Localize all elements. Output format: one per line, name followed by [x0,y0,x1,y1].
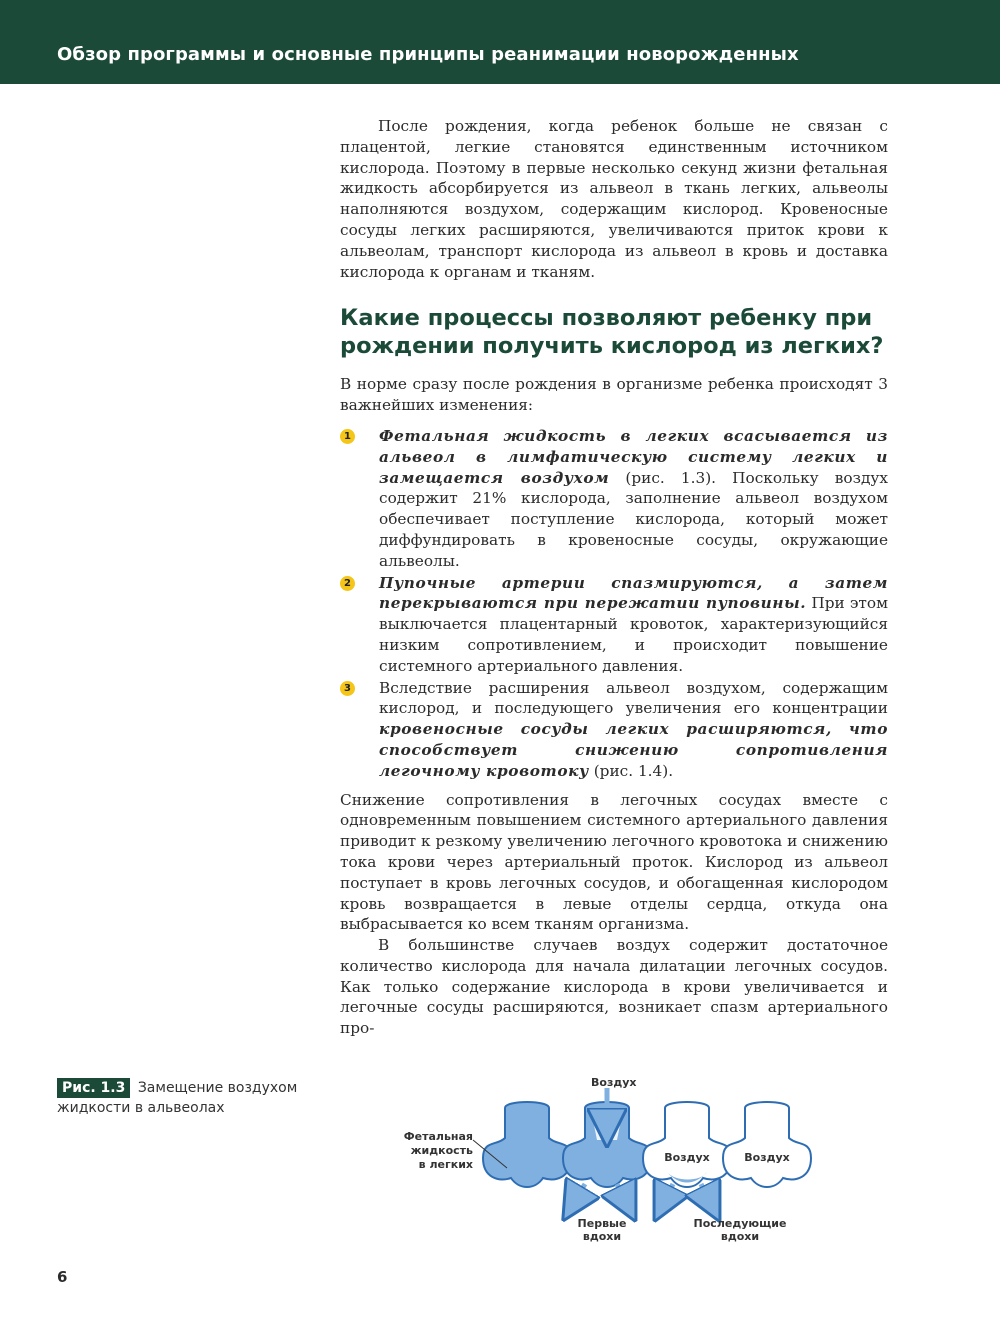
list-item [340,573,888,677]
number-badge: 1 [340,429,355,444]
section-heading: Какие процессы позволяют ребенку при рождении получить кислород из легких? [340,305,884,360]
arrow-down-right-icon [617,1184,627,1204]
air-inner-label: Воздух [744,1151,790,1164]
list-item [340,678,888,782]
page-number: 6 [57,1268,68,1286]
fluid-label-line3: в легких [418,1158,473,1171]
alveolus-fluid-filled [483,1102,571,1187]
number-badge: 3 [340,681,355,696]
fluid-label-line1: Фетальная [403,1130,473,1143]
figure-caption-text: Замещение воздухом жидкости в альвеолах [57,1080,298,1116]
number-badge: 2 [340,576,355,591]
main-text-column [340,116,888,1039]
intro-paragraph: После рождения, когда ребенок больше не связан с плацентой, легкие становятся единственным источником кислорода. Поэтому в первые несколько секунд жизни фетальная жидкость абсорбируется из альвеол в ткань легких, альвеолы наполняются воздухом, содержащим кислород. Кровеносные сосуды легких расширяются, увеличиваются приток крови к альвеолам, транспорт кислорода из альвеол в кровь и доставка кислорода к органам и тканям. [340,117,888,281]
header-band [0,0,1000,84]
list-item-emphasis: Фетальная жидкость в легких всасывается из альвеол в лимфатическую систему легких и замещается воздухом [379,426,888,487]
fluid-label-line2: жидкость [410,1144,473,1157]
alveolus-air-entering [563,1088,651,1187]
air-top-label: Воздух [591,1076,637,1089]
paragraph-after-list: Снижение сопротивления в легочных сосудах вместе с одновременным повышением системного артериального давления приводит к резкому увеличению легочного кровотока и снижению тока крови через артериальный проток. Кислород из альвеол поступает в кровь легочных сосудов, и обогащенная кислородом кровь возвращается в левые отделы сердца, откуда она выбрасывается ко всем тканям организма. [340,790,888,934]
list-item-emphasis: кровеносные сосуды легких расширяются, что способствует снижению сопротивления легочному кровотоку [379,720,888,780]
figure-caption [57,1078,317,1118]
air-inner-label: Воздух [664,1151,710,1164]
figure-label: Рис. 1.3 [57,1078,130,1098]
list-item-text: (рис. 1.3). Поскольку воздух содержит 21% кислорода, заполнение альвеол воздухом обеспечивает поступление кислорода, который может диффундировать в кровеносные сосуды, окружающие альвеолы. [379,468,888,570]
alveoli-figure [395,1070,835,1250]
alveolus-mostly-air [643,1102,731,1187]
list-item-emphasis: Пупочные артерии спазмируются, а затем перекрываются при пережатии пуповины. [379,573,888,613]
lead-paragraph: В норме сразу после рождения в организме ребенка происходят 3 важнейших изменения: [340,375,888,415]
numbered-list [340,426,888,782]
header-title: Обзор программы и основные принципы реанимации новорожденных [57,44,799,65]
arrow-down-right-icon [701,1184,711,1204]
subsequent-breaths-line1: Последующие [693,1217,787,1230]
first-breaths-line2: вдохи [582,1230,622,1243]
subsequent-breaths-line2: вдохи [720,1230,760,1243]
arrow-down-left-icon [573,1184,585,1204]
list-item-text: При этом выключается плацентарный кровоток, характеризующийся низким сопротивлением, и происходит повышение системного артериального давления. [379,594,888,675]
list-item-text-pre: Вследствие расширения альвеол воздухом, содержащим кислород, и последующего увеличения его концентрации [379,678,888,718]
first-breaths-line1: Первые [577,1217,627,1230]
list-item-text: (рис. 1.4). [588,761,674,780]
alveolus-all-air [723,1102,811,1187]
last-paragraph: В большинстве случаев воздух содержит достаточное количество кислорода для начала дилатации легочных сосудов. Как только содержание кислорода в крови увеличивается и легочные сосуды расширяются, возникает спазм артериального про- [340,936,888,1038]
arrow-down-left-icon [663,1184,673,1204]
list-item [340,426,888,572]
